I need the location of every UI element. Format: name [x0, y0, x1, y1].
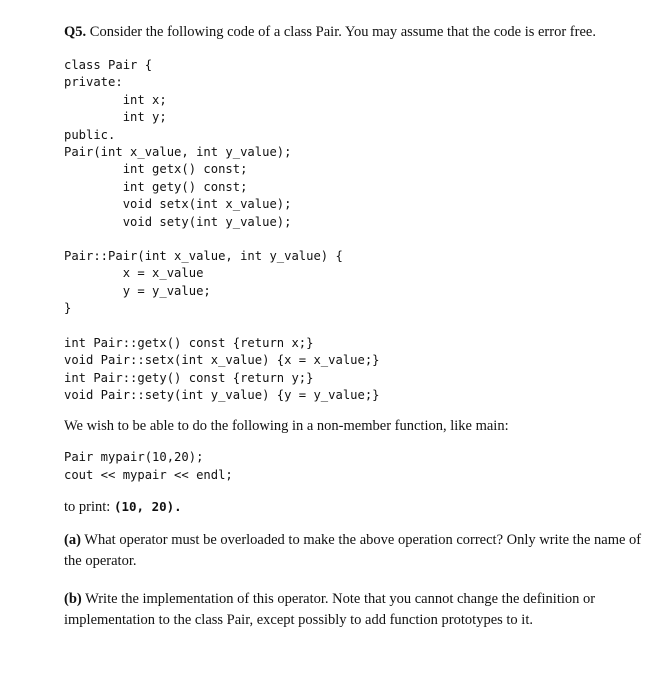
part-b-label: (b): [64, 591, 82, 608]
print-line: [64, 496, 644, 518]
code-line: int Pair::gety() const {return y;}: [64, 370, 314, 385]
class-declaration-code: [64, 57, 644, 231]
part-a-text: What operator must be overloaded to make the above operation correct? Only write the name of the operator.: [64, 532, 642, 570]
code-line: Pair(int x_value, int y_value);: [64, 145, 292, 160]
question-heading: [64, 22, 644, 43]
print-value: (10, 20).: [113, 499, 182, 515]
code-line: Pair::Pair(int x_value, int y_value) {: [64, 249, 343, 264]
code-line: int Pair::getx() const {return x;}: [64, 335, 314, 350]
wish-text: We wish to be able to do the following in a non-member function, like main:: [64, 418, 509, 435]
code-line: void Pair::sety(int y_value) {y = y_value;}: [64, 387, 380, 402]
code-line: public.: [64, 127, 116, 142]
part-a-label: (a): [64, 532, 81, 549]
constructor-code: [64, 248, 644, 318]
part-b-text: Write the implementation of this operator. Note that you cannot change the definition or implementation to the class Pair, except possibly to add function prototypes to it.: [64, 591, 596, 629]
code-line: y = y_value;: [64, 283, 211, 298]
code-line: int x;: [64, 92, 167, 107]
main-code: [64, 449, 644, 484]
part-b: [64, 589, 644, 631]
methods-code: [64, 335, 644, 405]
part-a: [64, 530, 644, 572]
code-line: private:: [64, 75, 123, 90]
code-line: }: [64, 301, 72, 316]
code-line: cout << mypair << endl;: [64, 467, 233, 482]
question-intro: Consider the following code of a class Pair. You may assume that the code is error free.: [89, 24, 596, 40]
code-line: int y;: [64, 110, 167, 125]
code-line: void setx(int x_value);: [64, 197, 292, 212]
code-line: void sety(int y_value);: [64, 214, 292, 229]
print-prefix: to print:: [64, 499, 114, 516]
question-page: [64, 14, 644, 631]
code-line: Pair mypair(10,20);: [64, 450, 204, 465]
code-line: int gety() const;: [64, 179, 248, 194]
code-line: void Pair::setx(int x_value) {x = x_value;}: [64, 353, 380, 368]
code-line: int getx() const;: [64, 162, 248, 177]
code-line: class Pair {: [64, 58, 153, 72]
code-line: x = x_value: [64, 266, 204, 281]
question-number: Q5.: [64, 24, 87, 40]
